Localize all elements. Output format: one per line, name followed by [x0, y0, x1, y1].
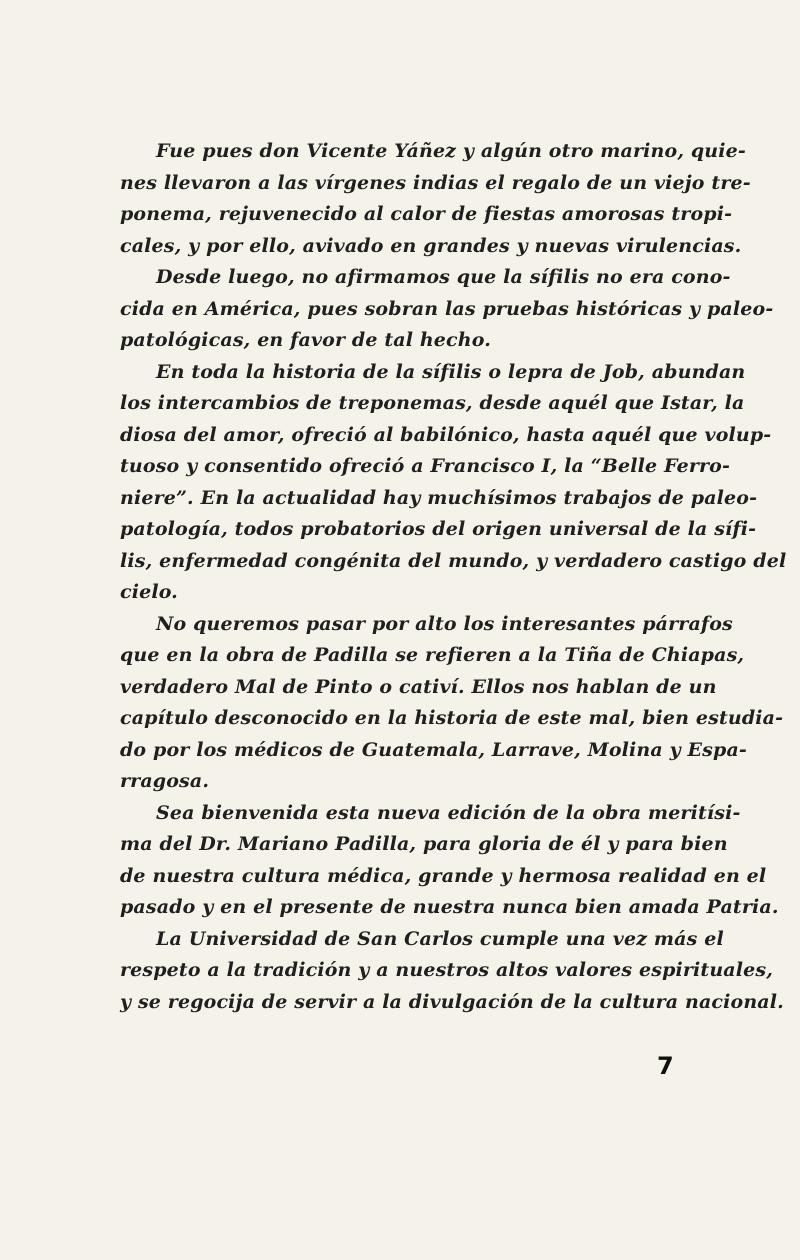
body-text — [120, 136, 787, 1018]
paragraph-line-28: y se regocija de servir a la divulgación de la cultura nacional. — [120, 990, 784, 1013]
paragraph-line-13: patología, todos probatorios del origen universal de la sífi- — [120, 518, 757, 540]
paragraph-line-14: lis, enfermedad congénita del mundo, y verdadero castigo del — [120, 549, 787, 572]
paragraph-line-22: Sea bienvenida esta nueva edición de la obra meritísi- — [156, 801, 741, 824]
paragraph-line-10: diosa del amor, ofreció al babilónico, hasta aquél que volup- — [120, 423, 772, 446]
paragraph-line-3: ponema, rejuvenecido al calor de fiestas amorosas tropi- — [120, 203, 733, 225]
paragraph-line-19: capítulo desconocido en la historia de este mal, bien estudia- — [120, 707, 784, 729]
paragraph-line-9: los intercambios de treponemas, desde aquél que Istar, la — [120, 392, 745, 414]
paragraph-line-1: Fue pues don Vicente Yáñez y algún otro marino, quie- — [156, 140, 746, 162]
paragraph-line-16: No queremos pasar por alto los interesantes párrafos — [156, 612, 733, 635]
paragraph-line-15: cielo. — [120, 581, 178, 603]
paragraph-line-17: que en la obra de Padilla se refieren a la Tiña de Chiapas, — [120, 644, 745, 666]
paragraph-line-20: do por los médicos de Guatemala, Larrave, Molina y Espa- — [120, 738, 747, 761]
paragraph-line-25: pasado y en el presente de nuestra nunca bien amada Patria. — [120, 896, 779, 918]
paragraph-line-5: Desde luego, no afirmamos que la sífilis no era cono- — [156, 266, 731, 288]
paragraph-line-6: cida en América, pues sobran las pruebas históricas y paleo- — [120, 297, 774, 320]
paragraph-line-4: cales, y por ello, avivado en grandes y nuevas virulencias. — [120, 234, 742, 257]
paragraph-line-8: En toda la historia de la sífilis o lepra de Job, abundan — [156, 360, 746, 383]
paragraph-line-24: de nuestra cultura médica, grande y hermosa realidad en el — [120, 864, 767, 887]
paragraph-line-11: tuoso y consentido ofreció a Francisco I, la “Belle Ferro- — [120, 455, 730, 477]
paragraph-line-23: ma del Dr. Mariano Padilla, para gloria de él y para bien — [120, 833, 728, 855]
paragraph-line-18: verdadero Mal de Pinto o cativí. Ellos nos hablan de un — [120, 675, 717, 698]
paragraph-line-2: nes llevaron a las vírgenes indias el regalo de un viejo tre- — [120, 171, 751, 194]
paragraph-line-27: respeto a la tradición y a nuestros altos valores espirituales, — [120, 959, 773, 981]
paragraph-line-7: patológicas, en favor de tal hecho. — [120, 329, 491, 351]
paragraph-line-21: rragosa. — [120, 770, 210, 792]
page-number: 7 — [657, 1052, 674, 1080]
paragraph-line-26: La Universidad de San Carlos cumple una vez más el — [156, 927, 724, 950]
paragraph-line-12: niere”. En la actualidad hay muchísimos trabajos de paleo- — [120, 486, 758, 509]
